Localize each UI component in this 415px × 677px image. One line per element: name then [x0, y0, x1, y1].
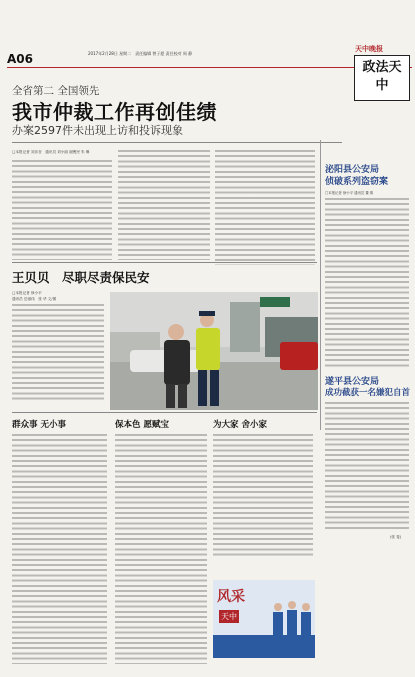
lead-kicker: 全省第二 全国领先 [12, 85, 100, 97]
sidebar-story2-title: 遂平县公安局 [325, 377, 380, 387]
sidebar-story2-end-note: (张 斐) [390, 535, 402, 539]
feature-col1-heading: 群众事 无小事 [12, 420, 66, 430]
promo-ad-title: 风采 [217, 589, 245, 605]
promo-ad-seal: 天中 [221, 612, 237, 621]
lead-body-col-3 [215, 150, 315, 265]
section-title-box [354, 55, 410, 101]
feature-title: 王贝贝 尽职尽责保民安 [12, 270, 150, 285]
sidebar-story1-body [325, 198, 409, 368]
sidebar-story2-body [325, 402, 409, 532]
promo-ad [213, 580, 315, 658]
feature-col2-body [115, 434, 207, 664]
lead-byline: □本报记者 刘乐音 通讯员 刘小丽 谢俊民 朱 琳 [12, 150, 90, 154]
feature-col3-heading: 为大家 舍小家 [213, 420, 267, 430]
lead-body-col-1 [12, 160, 112, 260]
feature-col3-body [213, 434, 313, 559]
feature-intro-body [12, 304, 104, 400]
feature-col2-heading: 保本色 愿赋宝 [115, 420, 169, 430]
feature-col1-body [12, 434, 107, 664]
lead-subhead: 办案2597件未出现上访和投诉现象 [12, 124, 183, 137]
lead-headline: 我市仲裁工作再创佳绩 [12, 100, 217, 124]
sidebar-story2-subtitle: 成功截获一名嫌犯自首 [325, 388, 411, 398]
feature-byline: □本报记者 徐小平 通讯员 岳丽伟 张 华 文/图 [12, 291, 57, 301]
sidebar-story1-title: 泌阳县公安局 [325, 165, 380, 175]
sidebar-story1-byline: □本报记者 徐小平 通讯员 董 倩 [325, 191, 374, 195]
feature-divider [12, 412, 317, 413]
date-line: 2017年2月28日 星期二 责任编辑 曾子愿 责任校对 周 静 [88, 51, 193, 56]
lead-rule [12, 142, 342, 143]
header-rule [7, 67, 412, 68]
feature-photo-illustration [110, 292, 318, 410]
page-code: A06 [7, 52, 33, 66]
lead-body-col-2 [118, 150, 210, 260]
sidebar-story1-subtitle: 侦破系列盗窃案 [325, 177, 389, 187]
feature-rule [12, 262, 317, 263]
masthead-logo: 天中晚报 [355, 44, 383, 53]
feature-photo [110, 292, 318, 410]
section-title: 政法天中 [362, 60, 402, 93]
lead-divider [320, 140, 321, 430]
